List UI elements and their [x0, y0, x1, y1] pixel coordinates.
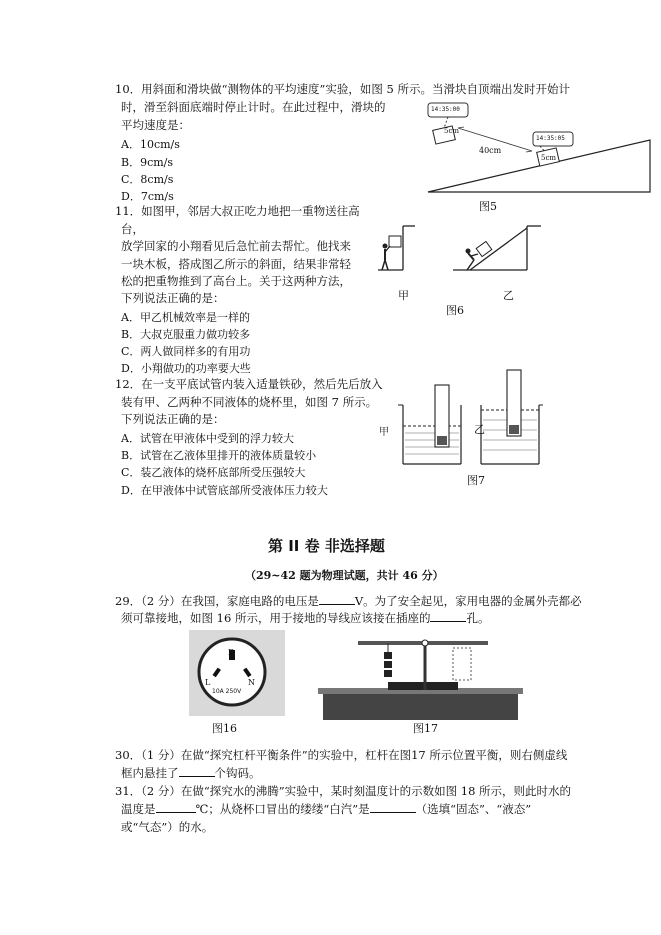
q10-line3: 平均速度是： [121, 118, 190, 132]
q10-option-c: C．8cm/s [121, 173, 174, 186]
section-title: 第 II 卷 非选择题 [268, 537, 385, 555]
socket-rating: 10A 250V [212, 688, 242, 695]
q11-line2: 台， [121, 222, 144, 236]
q12-option-a: A．试管在甲液体中受到的浮力较大 [121, 432, 294, 445]
q11-option-c: C．两人做同样多的有用功 [121, 345, 251, 358]
q29-line1 [115, 592, 582, 610]
socket-label-e: E [228, 648, 234, 657]
q30-blank-hooks[interactable] [179, 764, 215, 777]
q11-line5: 松的把重物推到了高台上。关于这两种方法， [121, 274, 351, 288]
figure-5-len-top: 5cm [444, 127, 460, 135]
q31-line2-c: （选填“固态”、“液态” [415, 802, 532, 816]
q10-option-d: D．7cm/s [121, 190, 174, 203]
figure-5-len-bottom: 5cm [541, 154, 557, 162]
q12-option-c: C．装乙液体的烧杯底部所受压强较大 [121, 466, 306, 479]
q11-line1: 11．如图甲，邻居大叔正吃力地把一重物送往高 [115, 204, 360, 218]
q30-line2-b: 个钩码。 [214, 766, 261, 780]
q10-line2: 时，滑至斜面底端时停止计时。在此过程中，滑块的 [121, 100, 386, 114]
q31-line3: 或“气态”）的水。 [121, 820, 214, 834]
figure-7-caption: 图7 [467, 474, 485, 487]
figure-17-lever [318, 630, 528, 720]
q31-blank-temperature[interactable] [156, 800, 196, 813]
figure-7-label-yi: 乙 [474, 423, 485, 436]
q29-line1-b: V。为了安全起见，家用电器的金属外壳都必 [354, 594, 582, 608]
figure-16-caption: 图16 [212, 722, 237, 735]
q11-option-d: D．小翔做功的功率要大些 [121, 362, 251, 375]
q31-line2-b: ℃；从烧杯口冒出的缕缕“白汽”是 [195, 802, 370, 816]
figure-5-clock-start: 14:35:00 [431, 106, 460, 113]
q11-line6: 下列说法正确的是： [121, 291, 225, 305]
socket-label-n: N [248, 678, 255, 687]
q31-line2 [121, 800, 531, 818]
figure-5-len-middle: 40cm [479, 146, 502, 155]
q29-blank-hole[interactable] [430, 609, 466, 622]
q11-line3: 放学回家的小翔看见后急忙前去帮忙。他找来 [121, 239, 351, 253]
q29-line2-a: 须可靠接地，如图 16 所示，用于接地的导线应该接在插座的 [121, 611, 431, 625]
q29-line2 [121, 609, 489, 627]
q11-line4: 一块木板，搭成图乙所示的斜面，结果非常轻 [121, 257, 351, 271]
q12-option-b: B．试管在乙液体里排开的液体质量较小 [121, 449, 317, 462]
q31-line2-a: 温度是 [121, 802, 156, 816]
q10-line1: 10．用斜面和滑块做“测物体的平均速度”实验，如图 5 所示。当滑块自顶端出发时开始计 [115, 82, 571, 96]
q12-option-d: D．在甲液体中试管底部所受液体压力较大 [121, 484, 328, 497]
q30-line1: 30．（1 分）在做“探究杠杆平衡条件”的实验中，杠杆在图17 所示位置平衡，则右侧虚线 [115, 748, 568, 762]
q10-option-b: B．9cm/s [121, 156, 174, 169]
q12-line3: 下列说法正确的是： [121, 412, 225, 426]
q11-option-b: B．大叔克服重力做功较多 [121, 328, 251, 341]
figure-6-lifting [375, 222, 545, 282]
figure-5-clock-end: 14:35:05 [536, 135, 565, 142]
q30-line2-a: 框内悬挂了 [121, 766, 179, 780]
q31-blank-state[interactable] [370, 800, 416, 813]
q12-line1: 12．在一支平底试管内装入适量铁砂，然后先后放入 [115, 377, 383, 391]
figure-7-label-jia: 甲 [379, 427, 389, 438]
q10-option-a: A．10cm/s [121, 138, 180, 151]
q30-line2 [121, 764, 261, 782]
q11-option-a: A．甲乙机械效率是一样的 [121, 311, 250, 324]
socket-label-l: L [205, 678, 211, 687]
figure-5-caption: 图5 [479, 200, 497, 213]
q12-line2: 装有甲、乙两种不同液体的烧杯里，如图 7 所示。 [121, 395, 378, 409]
q29-blank-voltage[interactable] [319, 592, 355, 605]
figure-6-caption: 图6 [446, 304, 464, 317]
figure-7-beakers [393, 370, 543, 470]
figure-5-incline [420, 100, 660, 200]
figure-6-label-jia: 甲 [398, 289, 409, 302]
q29-line1-a: 29．（2 分）在我国，家庭电路的电压是 [115, 594, 319, 608]
figure-17-caption: 图17 [413, 722, 438, 735]
q31-line1: 31．（2 分）在做“探究水的沸腾”实验中，某时刻温度计的示数如图 18 所示，则此时水的 [115, 784, 572, 798]
figure-6-label-yi: 乙 [503, 289, 514, 302]
section-subtitle: （29~42 题为物理试题，共计 46 分） [245, 569, 444, 582]
q29-line2-b: 孔。 [466, 611, 490, 625]
figure-16-socket [187, 628, 287, 718]
